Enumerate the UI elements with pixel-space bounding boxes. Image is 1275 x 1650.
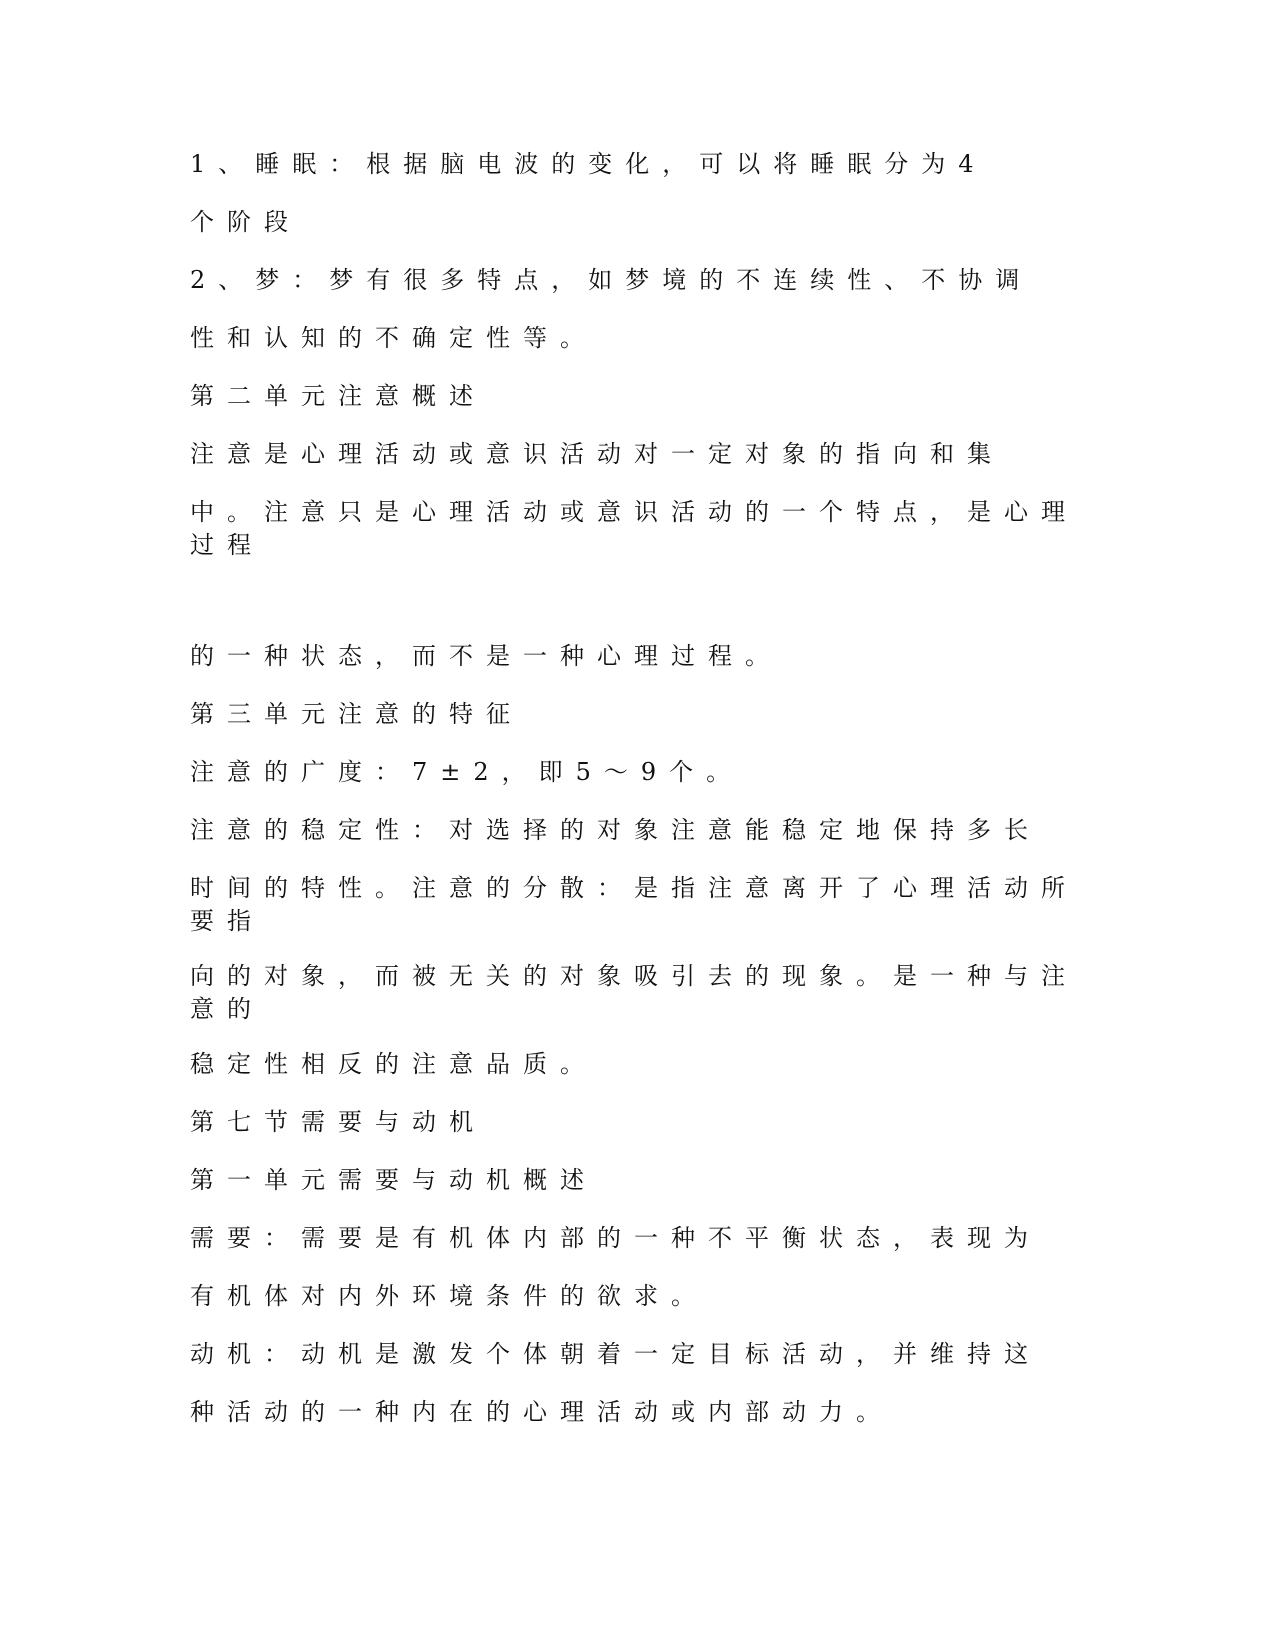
paragraph-needs-definition-cont: 有机体对内外环境条件的欲求。 — [190, 1282, 708, 1310]
section-heading-needs-motivation: 第七节需要与动机 — [190, 1108, 486, 1136]
paragraph-sleep: 1、睡眠：根据脑电波的变化，可以将睡眠分为4 — [190, 150, 987, 178]
paragraph-sleep-cont: 个阶段 — [190, 208, 301, 236]
paragraph-attention-definition-cont: 中。注意只是心理活动或意识活动的一个特点，是心理过程 — [190, 498, 1078, 559]
section-heading-attention-features: 第三单元注意的特征 — [190, 700, 523, 728]
paragraph-dream-cont: 性和认知的不确定性等。 — [190, 324, 597, 352]
paragraph-attention-distraction-cont: 向的对象，而被无关的对象吸引去的现象。是一种与注意的 — [190, 962, 1078, 1023]
paragraph-attention-distraction: 时间的特性。注意的分散：是指注意离开了心理活动所要指 — [190, 874, 1078, 935]
paragraph-attention-stability: 注意的稳定性：对选择的对象注意能稳定地保持多长 — [190, 816, 1041, 844]
section-heading-attention-overview: 第二单元注意概述 — [190, 382, 486, 410]
paragraph-attention-span: 注意的广度：7±2，即5～9个。 — [190, 758, 744, 786]
paragraph-attention-definition: 注意是心理活动或意识活动对一定对象的指向和集 — [190, 440, 1004, 468]
paragraph-attention-state: 的一种状态，而不是一种心理过程。 — [190, 642, 782, 670]
section-heading-needs-overview: 第一单元需要与动机概述 — [190, 1166, 597, 1194]
paragraph-attention-quality: 稳定性相反的注意品质。 — [190, 1050, 597, 1078]
paragraph-motivation-definition-cont: 种活动的一种内在的心理活动或内部动力。 — [190, 1398, 893, 1426]
paragraph-dream: 2、梦：梦有很多特点，如梦境的不连续性、不协调 — [190, 266, 1033, 294]
paragraph-needs-definition: 需要：需要是有机体内部的一种不平衡状态，表现为 — [190, 1224, 1041, 1252]
paragraph-motivation-definition: 动机：动机是激发个体朝着一定目标活动，并维持这 — [190, 1340, 1041, 1368]
